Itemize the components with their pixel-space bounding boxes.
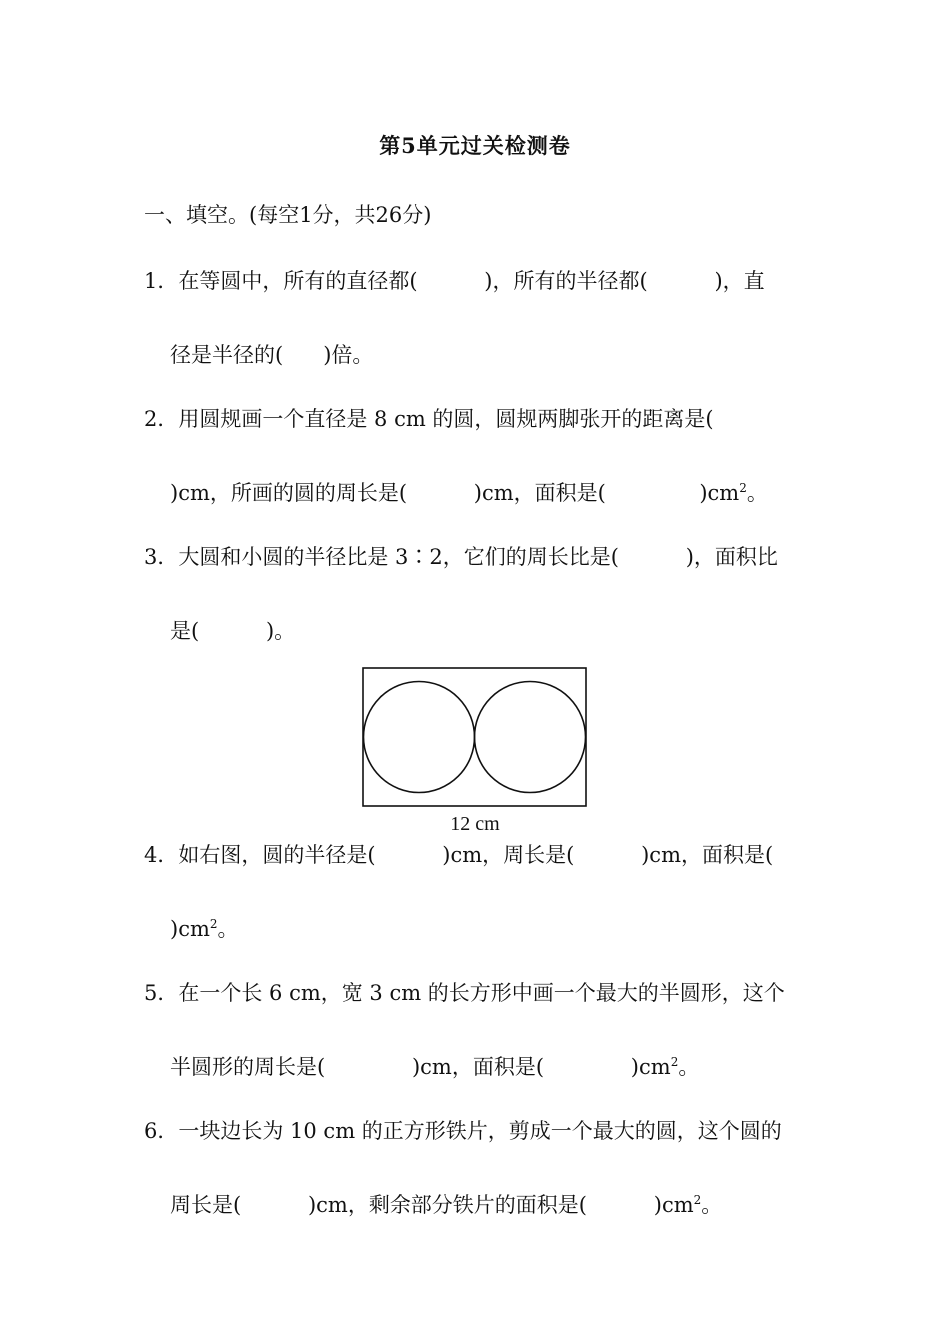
question-4-line-2 bbox=[170, 914, 239, 944]
two-circles-in-rectangle-diagram bbox=[362, 667, 588, 809]
question-2-line-2-tail: 。 bbox=[746, 481, 768, 505]
question-5-line-2-tail: 。 bbox=[678, 1055, 700, 1079]
question-2-line-2-text: )cm，所画的圆的周长是( )cm，面积是( )cm bbox=[170, 481, 740, 505]
question-2-line-1: 2．用圆规画一个直径是 8 cm 的圆，圆规两脚张开的距离是( bbox=[144, 407, 714, 431]
question-5-superscript: 2 bbox=[670, 1055, 679, 1069]
question-6-line-1: 6．一块边长为 10 cm 的正方形铁片，剪成一个最大的圆，这个圆的 bbox=[144, 1119, 782, 1143]
question-5-line-2 bbox=[170, 1052, 699, 1082]
question-5-line-2-text: 半圆形的周长是( )cm，面积是( )cm bbox=[170, 1055, 671, 1079]
question-6-superscript: 2 bbox=[693, 1193, 702, 1207]
page-title: 第5单元过关检测卷 bbox=[379, 133, 571, 158]
question-3-line-1: 3．大圆和小圆的半径比是 3∶2，它们的周长比是( )，面积比 bbox=[144, 545, 778, 569]
question-2-superscript: 2 bbox=[739, 481, 747, 495]
question-5-line-1: 5．在一个长 6 cm，宽 3 cm 的长方形中画一个最大的半圆形，这个 bbox=[144, 981, 785, 1005]
figure-caption: 12 cm bbox=[450, 813, 500, 835]
question-1-line-1: 1．在等圆中，所有的直径都( )，所有的半径都( )，直 bbox=[144, 269, 765, 293]
section-heading: 一、填空。(每空1分，共26分) bbox=[144, 203, 432, 227]
left-circle bbox=[364, 682, 475, 793]
question-4-line-2-text: )cm bbox=[170, 917, 210, 941]
question-6-line-2-tail: 。 bbox=[701, 1193, 723, 1217]
question-6-line-2-text: 周长是( )cm，剩余部分铁片的面积是( )cm bbox=[170, 1193, 694, 1217]
question-4-line-1: 4．如右图，圆的半径是( )cm，周长是( )cm，面积是( bbox=[144, 843, 774, 867]
question-2-line-2 bbox=[170, 478, 768, 508]
circles-figure bbox=[362, 667, 588, 835]
question-1-line-2: 径是半径的( )倍。 bbox=[170, 343, 374, 367]
question-4-line-2-tail: 。 bbox=[217, 917, 239, 941]
right-circle bbox=[475, 682, 586, 793]
question-4-superscript: 2 bbox=[209, 917, 218, 931]
question-6-line-2 bbox=[170, 1190, 722, 1220]
question-3-line-2: 是( )。 bbox=[170, 619, 296, 643]
